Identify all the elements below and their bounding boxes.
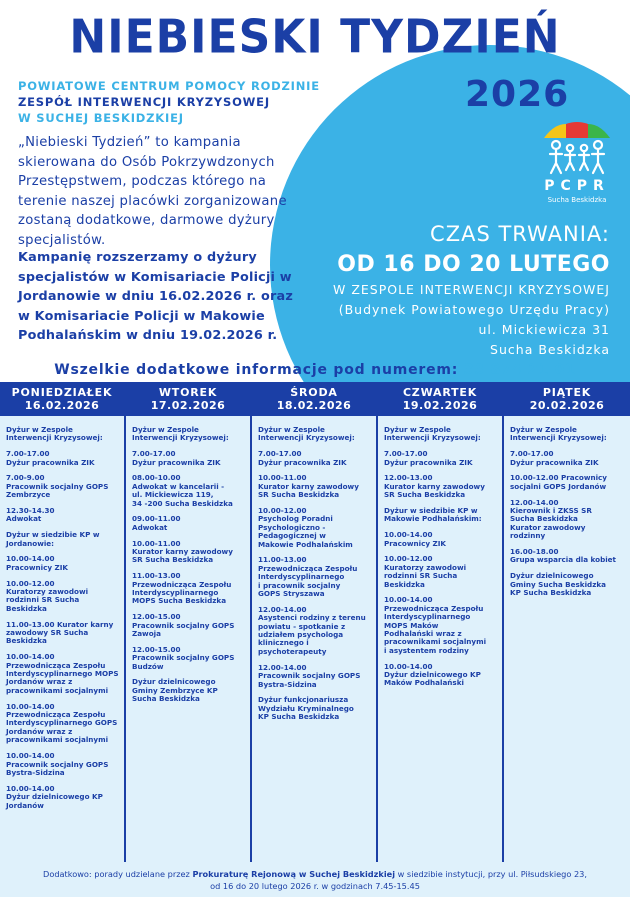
- org-name-line2: ZESPÓŁ INTERWENCJI KRYZYSOWEJ: [18, 95, 270, 109]
- duration-label: CZAS TRWANIA:: [430, 222, 610, 246]
- logo-text: PCPR: [544, 178, 610, 194]
- schedule-entry: 12.00-13.00 Kurator karny zawodowy SR Sucha Beskidzka: [384, 473, 485, 500]
- day-name: WTOREK: [158, 386, 218, 399]
- schedule-entry: Dyżur w siedzibie KP w Jordanowie:: [6, 530, 100, 548]
- schedule-entry: 11.00-13.00 Kurator karny zawodowy SR Sucha Beskidzka: [6, 619, 114, 646]
- day-name: PONIEDZIAŁEK: [11, 386, 113, 399]
- schedule-entry: Dyżur w Zespole Interwencji Kryzysowej:: [384, 425, 481, 443]
- day-name: ŚRODA: [290, 386, 338, 399]
- schedule-entry: 08.00-10.00 Adwokat w kancelarii - ul. Mickiewicza 119, 34 -200 Sucha Beskidzka: [132, 473, 233, 508]
- schedule-column: [504, 382, 630, 862]
- org-name-line1: POWIATOWE CENTRUM POMOCY RODZINIE: [18, 79, 320, 93]
- day-entries: [378, 416, 502, 688]
- duration-place-line4: Sucha Beskidzka: [490, 342, 610, 357]
- schedule-entry: 7.00-9.00 Pracownik socjalny GOPS Zembrzyce: [6, 473, 109, 500]
- schedule-entry: Dyżur w Zespole Interwencji Kryzysowej:: [6, 425, 103, 443]
- schedule-entry: 7.00-17.00 Dyżur pracownika ZIK: [258, 449, 347, 467]
- schedule-entry: Dyżur w Zespole Interwencji Kryzysowej:: [132, 425, 229, 443]
- schedule-entry: 10.00-14.00 Przewodnicząca Zespołu Interdyscyplinarnego MOPS Maków Podhalański wraz z pracownikami socjalnymi i asystentem rodziny: [384, 595, 487, 655]
- schedule-entry: 10.00-11.00 Kurator karny zawodowy SR Sucha Beskidzka: [132, 538, 233, 565]
- schedule-entry: 10.00-14.00 Pracownik socjalny GOPS Bystra-Sidzina: [6, 751, 109, 777]
- schedule-entry: Dyżur dzielnicowego Gminy Sucha Beskidzka KP Sucha Beskidzka: [510, 571, 607, 598]
- schedule-column: [126, 382, 252, 862]
- main-title: NIEBIESKI TYDZIEŃ: [69, 10, 561, 65]
- pcpr-logo: [532, 118, 622, 218]
- day-date: 18.02.2026: [276, 399, 352, 412]
- family-figures-icon: [550, 141, 604, 173]
- extension-paragraph: Kampanię rozszerzamy o dyżury specjalistów w Komisariacie Policji w Jordanowie w dniu 16.02.2026 r. oraz w Komisariacie Policji w Makowie Podhalańskim w dniu 19.02.2026 r.: [18, 250, 294, 344]
- footer-institution: Prokuraturę Rejonową w Suchej Beskidzkiej: [192, 869, 396, 879]
- schedule-entry: 10.00-11.00 Kurator karny zawodowy SR Sucha Beskidzka: [258, 473, 359, 500]
- schedule-entry: 10.00-14.00 Przewodnicząca Zespołu Interdyscyplinarnego GOPS Jordanów wraz z pracownikami socjalnymi: [6, 701, 118, 745]
- day-date: 17.02.2026: [150, 399, 226, 412]
- schedule-entry: 12.00-14.00 Kierownik i ZKSS SR Sucha Beskidzka Kurator zawodowy rodzinny: [510, 497, 592, 541]
- schedule-entry: 7.00-17.00 Dyżur pracownika ZIK: [510, 449, 599, 467]
- day-header: [378, 382, 502, 416]
- schedule-entry: 7.00-17.00 Dyżur pracownika ZIK: [6, 449, 95, 467]
- schedule-entry: 11.00-13.00 Przewodnicząca Zespołu Interdyscyplinarnego MOPS Sucha Beskidzka: [132, 571, 232, 606]
- day-date: 20.02.2026: [529, 399, 605, 412]
- schedule-entry: 10.00-12.00 Kuratorzy zawodowi rodzinni SR Sucha Beskidzka: [384, 554, 467, 589]
- footer-note: [0, 862, 630, 897]
- schedule-entry: 10.00-14.00 Przewodnicząca Zespołu Interdyscyplinarnego MOPS Jordanów wraz z pracownikami socjalnymi: [6, 652, 119, 695]
- schedule-entry: Dyżur w Zespole Interwencji Kryzysowej:: [510, 425, 607, 443]
- intro-paragraph: „Niebieski Tydzień” to kampania skierowana do Osób Pokrzywdzonych Przestępstwem, podczas którego na terenie naszej placówki zorganizowane zostaną dodatkowe, darmowe dyżury specjalistów.: [18, 135, 287, 248]
- contact-phone[interactable]: 33 874 21 01: [463, 362, 576, 378]
- schedule-table: [0, 382, 630, 862]
- duration-place-line2: (Budynek Powiatowego Urzędu Pracy): [338, 302, 610, 317]
- contact-line: [0, 362, 630, 378]
- schedule-entry: 16.00-18.00 Grupa wsparcia dla kobiet: [510, 547, 616, 565]
- day-name: PIĄTEK: [542, 386, 592, 399]
- day-entries: [0, 416, 124, 810]
- schedule-entry: Dyżur w siedzibie KP w Makowie Podhalańskim:: [384, 506, 482, 524]
- duration-dates: OD 16 DO 20 LUTEGO: [337, 252, 610, 277]
- schedule-entry: 7.00-17.00 Dyżur pracownika ZIK: [132, 449, 221, 467]
- schedule-column: [378, 382, 504, 862]
- logo-subtitle: Sucha Beskidzka: [547, 196, 607, 204]
- day-header: [0, 382, 124, 416]
- year-label: 2026: [465, 74, 570, 115]
- day-header: [504, 382, 630, 416]
- day-header: [252, 382, 376, 416]
- schedule-entry: 12.00-15.00 Pracownik socjalny GOPS Budzów: [132, 644, 235, 671]
- schedule-entry: 10.00-12.00 Pracownicy socjalni GOPS Jordanów: [510, 473, 607, 491]
- schedule-entry: 09.00-11.00 Adwokat: [132, 514, 181, 532]
- day-date: 19.02.2026: [402, 399, 478, 412]
- schedule-column: [0, 382, 126, 862]
- schedule-entry: 10.00-12.00 Kuratorzy zawodowi rodzinni SR Sucha Beskidzka: [6, 578, 89, 613]
- day-name: CZWARTEK: [402, 386, 478, 399]
- day-header: [126, 382, 250, 416]
- day-entries: [252, 416, 376, 722]
- schedule-entry: 10.00-14.00 Pracownicy ZIK: [384, 530, 446, 548]
- footer-line2: od 16 do 20 lutego 2026 r. w godzinach 7.45-15.45: [210, 881, 420, 891]
- schedule-entry: 11.00-13.00 Przewodnicząca Zespołu Interdyscyplinarnego i pracownik socjalny GOPS Stryszawa: [258, 555, 358, 599]
- schedule-entry: 10.00-14.00 Pracownicy ZIK: [6, 554, 68, 572]
- schedule-entry: 7.00-17.00 Dyżur pracownika ZIK: [384, 449, 473, 467]
- schedule-entry: Dyżur funkcjonariusza Wydziału Kryminalnego KP Sucha Beskidzka: [258, 695, 354, 722]
- schedule-entry: 12.30-14.30 Adwokat: [6, 506, 55, 524]
- schedule-entry: 10.00-14.00 Dyżur dzielnicowego KP Maków Podhalański: [384, 661, 481, 688]
- schedule-column: [252, 382, 378, 862]
- duration-place-line1: W ZESPOLE INTERWENCJI KRYZYSOWEJ: [332, 282, 610, 297]
- day-date: 16.02.2026: [24, 399, 100, 412]
- schedule-entry: 12.00-15.00 Pracownik socjalny GOPS Zawoja: [132, 612, 235, 639]
- footer-prefix: Dodatkowo: porady udzielane przez: [43, 869, 190, 879]
- day-entries: [126, 416, 250, 704]
- schedule-entry: Dyżur w Zespole Interwencji Kryzysowej:: [258, 425, 355, 443]
- umbrella-icon: [542, 118, 612, 176]
- schedule-entry: 10.00-14.00 Dyżur dzielnicowego KP Jordanów: [6, 783, 103, 810]
- schedule-entry: 12.00-14.00 Pracownik socjalny GOPS Bystra-Sidzina: [258, 662, 361, 689]
- schedule-entry: 10.00-12.00 Psycholog Poradni Psychologiczno - Pedagogicznej w Makowie Podhalańskim: [258, 506, 353, 549]
- schedule-entry: Dyżur dzielnicowego Gminy Zembrzyce KP Sucha Beskidzka: [132, 677, 218, 704]
- org-name-line3: W SUCHEJ BESKIDZKIEJ: [18, 111, 184, 125]
- duration-place-line3: ul. Mickiewicza 31: [478, 322, 610, 337]
- footer-suffix: w siedzibie instytucji, przy ul. Piłsudskiego 23,: [397, 869, 587, 879]
- day-entries: [504, 416, 630, 597]
- schedule-entry: 12.00-14.00 Asystenci rodziny z terenu powiatu - spotkanie z udziałem psychologa klinicznego i psychoterapeuty: [258, 604, 366, 656]
- contact-text: Wszelkie dodatkowe informacje pod numerem:: [54, 362, 459, 378]
